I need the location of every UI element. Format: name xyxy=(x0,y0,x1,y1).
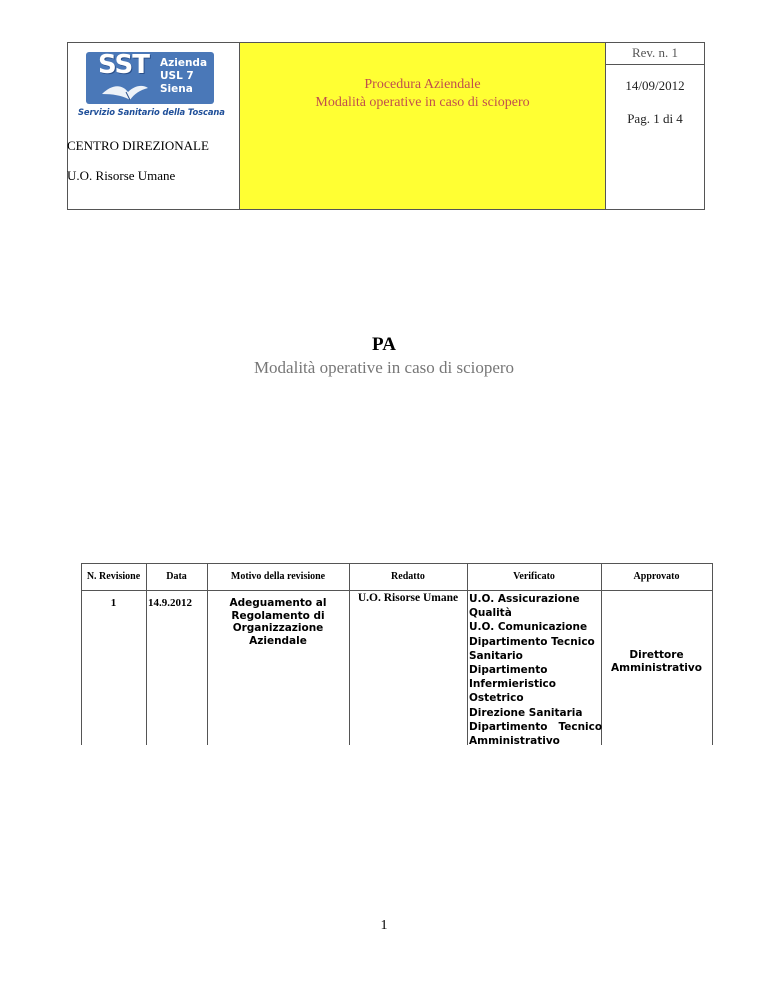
verified-line: Direzione Sanitaria xyxy=(469,706,583,719)
column-divider xyxy=(467,563,468,745)
column-divider xyxy=(207,563,208,745)
row-revision-number: 1 xyxy=(110,597,117,609)
header-date: Data xyxy=(166,571,187,582)
reason-line-2: Regolamento di xyxy=(231,609,325,622)
logo-box xyxy=(86,52,214,104)
logo-line-1: Azienda xyxy=(160,57,208,69)
document-subtitle: Modalità operative in caso di sciopero xyxy=(253,358,515,377)
row-approved xyxy=(601,649,712,675)
row-verified xyxy=(469,592,609,748)
reason-line-3: Organizzazione Aziendale xyxy=(232,622,324,647)
revision-date: 14/09/2012 xyxy=(625,78,685,93)
column-divider xyxy=(81,563,82,745)
logo-line-3: Siena xyxy=(160,83,193,95)
meta-cell xyxy=(606,43,704,209)
document-code: PA xyxy=(372,334,396,355)
table-header-border xyxy=(81,590,712,591)
page-number: 1 xyxy=(380,918,388,933)
revision-label: Rev. n. 1 xyxy=(631,45,679,60)
column-divider xyxy=(349,563,350,745)
reason-line-1: Adeguamento al xyxy=(229,597,327,609)
verified-line: Ostetrico xyxy=(469,692,524,705)
verified-line: Amministrativo xyxy=(469,735,560,748)
logo-lines xyxy=(160,57,207,96)
logo-line-2: USL 7 xyxy=(160,70,194,82)
bird-icon xyxy=(100,80,150,104)
verified-line: Dipartimento Tecnico xyxy=(469,720,603,733)
document-header xyxy=(67,42,705,210)
column-divider xyxy=(146,563,147,745)
header-revision-number: N. Revisione xyxy=(86,571,141,582)
logo-cell xyxy=(68,43,240,209)
verified-line: Dipartimento Tecnico xyxy=(469,635,595,648)
unit-name: U.O. Risorse Umane xyxy=(67,168,176,183)
verified-line: Dipartimento xyxy=(469,664,548,677)
table-top-border xyxy=(81,563,712,564)
procedure-title xyxy=(240,76,605,112)
meta-divider xyxy=(606,64,704,65)
title-cell xyxy=(240,43,606,209)
row-drafted: U.O. Risorse Umane xyxy=(357,592,459,604)
verified-line: Sanitario xyxy=(469,649,523,662)
verified-line: U.O. Comunicazione xyxy=(469,621,588,634)
logo-brand: SST xyxy=(98,50,150,80)
logo-subtitle: Servizio Sanitario della Toscana xyxy=(78,107,225,117)
page-count: Pag. 1 di 4 xyxy=(627,111,683,126)
header-approved: Approvato xyxy=(633,571,680,582)
header-verified: Verificato xyxy=(513,571,555,582)
verified-line: Qualità xyxy=(469,607,512,620)
row-reason xyxy=(207,597,349,647)
column-divider xyxy=(712,563,713,745)
verified-line: Infermieristico xyxy=(469,678,556,691)
verified-line: U.O. Assicurazione xyxy=(469,593,580,605)
approved-line-2: Amministrativo xyxy=(611,662,702,674)
procedure-title-line-2: Modalità operative in caso di sciopero xyxy=(315,95,530,110)
row-date: 14.9.2012 xyxy=(148,597,192,609)
centro-direzionale: CENTRO DIREZIONALE xyxy=(67,138,209,153)
header-reason: Motivo della revisione xyxy=(230,571,326,582)
header-drafted: Redatto xyxy=(391,571,425,582)
approved-line-1: Direttore xyxy=(629,649,684,661)
procedure-title-line-1: Procedura Aziendale xyxy=(364,77,481,92)
revision-table xyxy=(81,563,712,748)
sst-logo xyxy=(76,49,228,119)
